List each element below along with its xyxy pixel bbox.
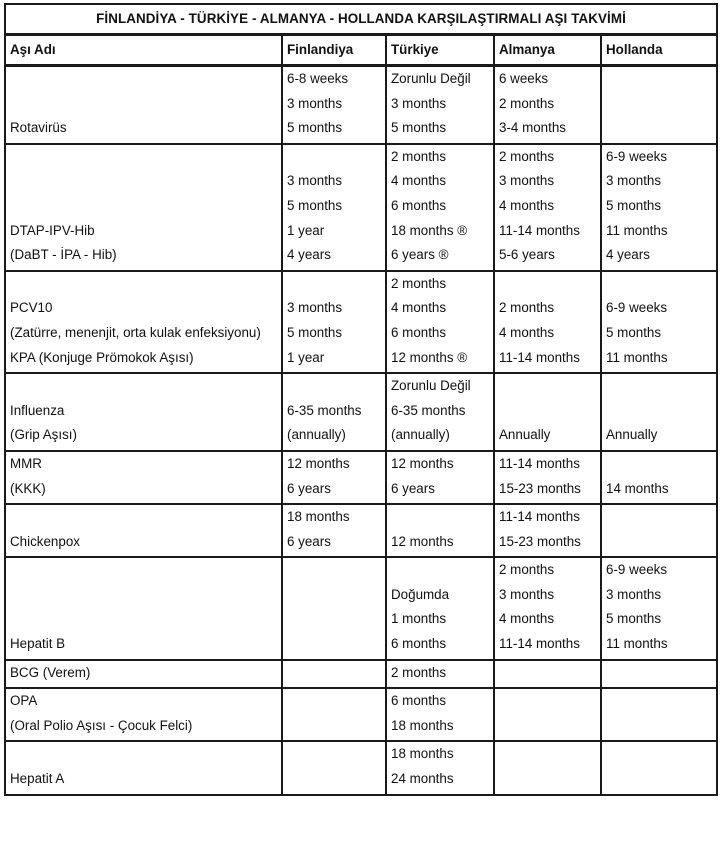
vaccine-name-cell <box>5 504 282 557</box>
schedule-entry: 3 months <box>287 300 343 316</box>
schedule-cell <box>282 660 386 689</box>
vaccine-name-cell <box>5 66 282 144</box>
schedule-entry: 11-14 months <box>499 509 580 525</box>
table-row <box>5 688 717 741</box>
vaccine-name-cell <box>5 144 282 271</box>
vaccine-name-line: Hepatit A <box>10 771 65 787</box>
schedule-entry: 15-23 months <box>499 533 581 549</box>
schedule-entry: Zorunlu Değil <box>391 71 471 86</box>
schedule-cell <box>386 688 494 741</box>
schedule-cell <box>386 373 494 451</box>
schedule-cell <box>494 741 601 794</box>
schedule-entry: 5 months <box>287 324 343 340</box>
schedule-entry: 24 months <box>391 771 454 787</box>
schedule-entry: 12 months <box>391 533 454 549</box>
schedule-entry: 3 months <box>499 586 555 602</box>
vaccine-name-cell <box>5 688 282 741</box>
vaccine-name-line: OPA <box>10 693 38 709</box>
schedule-entry: 2 months <box>391 664 447 680</box>
schedule-entry: 2 months <box>499 95 555 111</box>
vaccine-schedule-document <box>4 3 716 796</box>
table-row <box>5 66 717 144</box>
vaccine-name-line: Influenza <box>10 402 65 418</box>
table-row <box>5 144 717 271</box>
schedule-entry: 11 months <box>606 349 668 365</box>
schedule-cell <box>386 451 494 504</box>
table-row <box>5 660 717 689</box>
schedule-entry: 3-4 months <box>499 120 566 136</box>
column-header: Almanya <box>494 35 601 66</box>
schedule-entry: 5 months <box>287 197 343 213</box>
vaccine-name-line: MMR <box>10 455 42 471</box>
schedule-entry: 4 months <box>499 324 555 340</box>
schedule-cell <box>494 271 601 373</box>
schedule-cell <box>282 66 386 144</box>
schedule-entry: 5 months <box>391 120 447 136</box>
schedule-entry: 2 months <box>391 148 447 164</box>
schedule-entry: Zorunlu Değil <box>391 378 471 394</box>
schedule-entry: 5 months <box>606 611 662 627</box>
schedule-cell <box>386 741 494 794</box>
schedule-entry: 3 months <box>606 586 662 602</box>
schedule-entry: 6 weeks <box>499 71 549 86</box>
schedule-entry: 1 year <box>287 222 325 238</box>
schedule-cell <box>494 688 601 741</box>
schedule-entry: 12 months ® <box>391 349 468 365</box>
vaccine-name-cell <box>5 271 282 373</box>
schedule-entry: 4 months <box>499 197 555 213</box>
table-row <box>5 271 717 373</box>
schedule-entry: 6 months <box>391 636 447 652</box>
schedule-entry: 2 months <box>499 300 555 316</box>
vaccine-name-line: Rotavirüs <box>10 120 67 136</box>
schedule-entry: 5 months <box>606 324 662 340</box>
schedule-entry: 5-6 years <box>499 247 555 263</box>
schedule-cell <box>601 688 717 741</box>
header-row <box>5 35 717 66</box>
schedule-entry: 4 months <box>391 300 447 316</box>
schedule-cell <box>494 504 601 557</box>
schedule-entry: 3 months <box>499 173 555 189</box>
schedule-entry: 11-14 months <box>499 349 580 365</box>
schedule-entry: 3 months <box>287 173 343 189</box>
vaccine-name-line: KPA (Konjuge Prömokok Aşısı) <box>10 349 194 365</box>
column-header: Aşı Adı <box>5 35 282 66</box>
schedule-cell <box>386 557 494 659</box>
vaccine-name-line: (Zatürre, menenjit, orta kulak enfeksiyonu) <box>10 324 261 340</box>
schedule-cell <box>601 504 717 557</box>
schedule-cell <box>601 451 717 504</box>
vaccine-table <box>4 3 718 796</box>
schedule-entry: 6 months <box>391 197 447 213</box>
schedule-entry: 6 years ® <box>391 247 449 263</box>
schedule-cell <box>282 144 386 271</box>
vaccine-name-line: (KKK) <box>10 480 46 496</box>
schedule-cell <box>282 688 386 741</box>
schedule-entry: 6-9 weeks <box>606 562 668 578</box>
schedule-entry: 2 months <box>499 562 555 578</box>
schedule-cell <box>282 451 386 504</box>
schedule-cell <box>494 557 601 659</box>
schedule-entry: 6-9 weeks <box>606 148 668 164</box>
schedule-entry: 11 months <box>606 636 668 652</box>
schedule-entry: 18 months <box>287 509 350 525</box>
vaccine-name-cell <box>5 373 282 451</box>
schedule-entry: 2 months <box>391 275 447 291</box>
vaccine-name-cell <box>5 451 282 504</box>
vaccine-name-line: (Oral Polio Aşısı - Çocuk Felci) <box>10 717 193 733</box>
schedule-cell <box>386 504 494 557</box>
schedule-entry: 4 years <box>606 247 650 263</box>
vaccine-name-cell <box>5 741 282 794</box>
vaccine-name-line: Chickenpox <box>10 533 80 549</box>
schedule-entry: 1 months <box>391 611 447 627</box>
vaccine-name-line: BCG (Verem) <box>10 664 91 680</box>
schedule-entry: 3 months <box>287 95 343 111</box>
schedule-entry: 6-35 months <box>287 402 362 418</box>
schedule-cell <box>282 271 386 373</box>
schedule-entry: 11-14 months <box>499 455 580 471</box>
schedule-entry: 6 years <box>287 533 331 549</box>
schedule-cell <box>601 741 717 794</box>
schedule-cell <box>601 557 717 659</box>
schedule-entry: Annually <box>606 427 658 443</box>
schedule-entry: 18 months <box>391 746 454 762</box>
schedule-entry: 12 months <box>391 455 454 471</box>
schedule-entry: 3 months <box>391 95 447 111</box>
table-row <box>5 451 717 504</box>
schedule-entry: 6-8 weeks <box>287 71 349 86</box>
schedule-cell <box>386 66 494 144</box>
schedule-cell <box>601 660 717 689</box>
schedule-cell <box>601 271 717 373</box>
column-header: Türkiye <box>386 35 494 66</box>
schedule-entry: 1 year <box>287 349 325 365</box>
vaccine-name-cell <box>5 660 282 689</box>
table-row <box>5 504 717 557</box>
schedule-entry: Doğumda <box>391 586 450 602</box>
schedule-entry: 11 months <box>606 222 668 238</box>
schedule-cell <box>494 144 601 271</box>
schedule-cell <box>601 66 717 144</box>
schedule-entry: 4 months <box>499 611 555 627</box>
table-row <box>5 741 717 794</box>
schedule-entry: (annually) <box>391 427 450 443</box>
schedule-cell <box>282 373 386 451</box>
table-title: FİNLANDİYA - TÜRKİYE - ALMANYA - HOLLANDA KARŞILAŞTIRMALI AŞI TAKVİMİ <box>5 4 717 35</box>
schedule-entry: 6-35 months <box>391 402 466 418</box>
schedule-cell <box>386 660 494 689</box>
schedule-entry: 4 years <box>287 247 331 263</box>
schedule-cell <box>282 741 386 794</box>
schedule-entry: 18 months <box>391 717 454 733</box>
table-row <box>5 557 717 659</box>
schedule-entry: 11-14 months <box>499 636 580 652</box>
schedule-entry: 5 months <box>287 120 343 136</box>
schedule-entry: 6 years <box>391 480 435 496</box>
vaccine-name-cell <box>5 557 282 659</box>
table-body <box>5 66 717 795</box>
schedule-entry: 2 months <box>499 148 555 164</box>
schedule-entry: 5 months <box>606 197 662 213</box>
schedule-cell <box>494 373 601 451</box>
schedule-entry: 14 months <box>606 480 669 496</box>
schedule-cell <box>494 660 601 689</box>
column-header: Finlandiya <box>282 35 386 66</box>
schedule-cell <box>601 144 717 271</box>
schedule-cell <box>386 144 494 271</box>
schedule-entry: 6 years <box>287 480 331 496</box>
schedule-entry: 18 months ® <box>391 222 468 238</box>
schedule-entry: 15-23 months <box>499 480 581 496</box>
schedule-cell <box>494 451 601 504</box>
vaccine-name-line: (Grip Aşısı) <box>10 427 77 443</box>
schedule-entry: 12 months <box>287 455 350 471</box>
schedule-entry: 11-14 months <box>499 222 580 238</box>
vaccine-name-line: PCV10 <box>10 300 53 316</box>
schedule-cell <box>494 66 601 144</box>
schedule-entry: Annually <box>499 427 551 443</box>
schedule-cell <box>282 504 386 557</box>
schedule-entry: (annually) <box>287 427 346 443</box>
schedule-cell <box>601 373 717 451</box>
table-row <box>5 373 717 451</box>
schedule-entry: 3 months <box>606 173 662 189</box>
column-header: Hollanda <box>601 35 717 66</box>
schedule-cell <box>282 557 386 659</box>
schedule-entry: 6 months <box>391 693 447 709</box>
schedule-cell <box>386 271 494 373</box>
schedule-entry: 6 months <box>391 324 447 340</box>
vaccine-name-line: DTAP-IPV-Hib <box>10 222 95 238</box>
schedule-entry: 4 months <box>391 173 447 189</box>
vaccine-name-line: (DaBT - İPA - Hib) <box>10 247 117 263</box>
schedule-entry: 6-9 weeks <box>606 300 668 316</box>
vaccine-name-line: Hepatit B <box>10 636 66 652</box>
